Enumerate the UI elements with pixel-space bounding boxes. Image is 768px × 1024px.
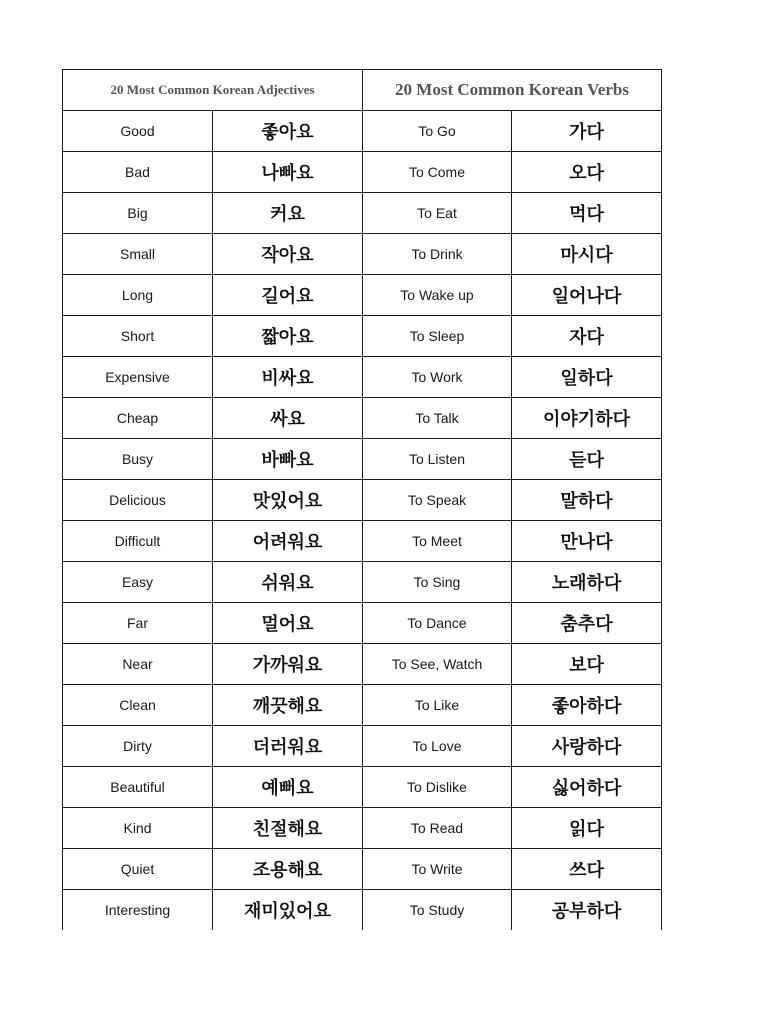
adjective-english-cell: Good <box>63 111 213 152</box>
adjective-korean-cell: 조용해요 <box>213 849 363 890</box>
verb-english-cell: To Wake up <box>363 275 512 316</box>
verb-korean-cell: 먹다 <box>512 193 662 234</box>
table-row <box>63 275 662 316</box>
adjective-korean-cell: 바빠요 <box>213 439 363 480</box>
adjective-korean-cell: 멀어요 <box>213 603 363 644</box>
verb-korean-cell: 일어나다 <box>512 275 662 316</box>
verb-english-cell: To Work <box>363 357 512 398</box>
table-row <box>63 316 662 357</box>
adjective-english-cell: Difficult <box>63 521 213 562</box>
verbs-header: 20 Most Common Korean Verbs <box>363 70 662 111</box>
adjective-english-cell: Near <box>63 644 213 685</box>
verb-korean-cell: 사랑하다 <box>512 726 662 767</box>
table-row <box>63 644 662 685</box>
verb-korean-cell: 가다 <box>512 111 662 152</box>
adjective-korean-cell: 어려워요 <box>213 521 363 562</box>
adjective-korean-cell: 커요 <box>213 193 363 234</box>
verb-korean-cell: 읽다 <box>512 808 662 849</box>
verb-english-cell: To Read <box>363 808 512 849</box>
adjective-english-cell: Clean <box>63 685 213 726</box>
table-row <box>63 890 662 931</box>
adjective-korean-cell: 비싸요 <box>213 357 363 398</box>
adjective-english-cell: Long <box>63 275 213 316</box>
verb-english-cell: To Meet <box>363 521 512 562</box>
verb-english-cell: To Sing <box>363 562 512 603</box>
adjective-korean-cell: 짧아요 <box>213 316 363 357</box>
adjective-english-cell: Easy <box>63 562 213 603</box>
adjective-korean-cell: 친절해요 <box>213 808 363 849</box>
verb-korean-cell: 노래하다 <box>512 562 662 603</box>
adjective-english-cell: Quiet <box>63 849 213 890</box>
verb-korean-cell: 싫어하다 <box>512 767 662 808</box>
verb-english-cell: To Go <box>363 111 512 152</box>
table-row <box>63 111 662 152</box>
verb-korean-cell: 듣다 <box>512 439 662 480</box>
table-row <box>63 152 662 193</box>
table-row <box>63 767 662 808</box>
adjective-korean-cell: 좋아요 <box>213 111 363 152</box>
verb-english-cell: To Sleep <box>363 316 512 357</box>
table-row <box>63 234 662 275</box>
adjective-korean-cell: 맛있어요 <box>213 480 363 521</box>
verb-korean-cell: 쓰다 <box>512 849 662 890</box>
verb-english-cell: To Listen <box>363 439 512 480</box>
adjective-english-cell: Bad <box>63 152 213 193</box>
adjectives-header: 20 Most Common Korean Adjectives <box>63 70 363 111</box>
adjective-korean-cell: 더러워요 <box>213 726 363 767</box>
verb-english-cell: To Drink <box>363 234 512 275</box>
verb-english-cell: To Speak <box>363 480 512 521</box>
verb-korean-cell: 일하다 <box>512 357 662 398</box>
adjective-english-cell: Short <box>63 316 213 357</box>
verb-english-cell: To Come <box>363 152 512 193</box>
verb-english-cell: To See, Watch <box>363 644 512 685</box>
vocabulary-body <box>63 111 662 931</box>
adjective-english-cell: Far <box>63 603 213 644</box>
adjective-english-cell: Beautiful <box>63 767 213 808</box>
verb-english-cell: To Dislike <box>363 767 512 808</box>
verb-korean-cell: 좋아하다 <box>512 685 662 726</box>
verb-korean-cell: 자다 <box>512 316 662 357</box>
verb-korean-cell: 마시다 <box>512 234 662 275</box>
table-header-row <box>63 70 662 111</box>
verb-english-cell: To Dance <box>363 603 512 644</box>
verb-korean-cell: 오다 <box>512 152 662 193</box>
verb-korean-cell: 춤추다 <box>512 603 662 644</box>
verb-korean-cell: 말하다 <box>512 480 662 521</box>
adjective-korean-cell: 나빠요 <box>213 152 363 193</box>
verb-korean-cell: 이야기하다 <box>512 398 662 439</box>
adjective-english-cell: Delicious <box>63 480 213 521</box>
adjective-english-cell: Dirty <box>63 726 213 767</box>
adjective-english-cell: Busy <box>63 439 213 480</box>
verb-korean-cell: 보다 <box>512 644 662 685</box>
adjective-korean-cell: 쉬워요 <box>213 562 363 603</box>
adjective-korean-cell: 싸요 <box>213 398 363 439</box>
table-row <box>63 562 662 603</box>
adjective-korean-cell: 깨끗해요 <box>213 685 363 726</box>
verb-english-cell: To Like <box>363 685 512 726</box>
adjective-korean-cell: 재미있어요 <box>213 890 363 931</box>
table-row <box>63 193 662 234</box>
adjective-english-cell: Small <box>63 234 213 275</box>
verb-english-cell: To Eat <box>363 193 512 234</box>
verb-english-cell: To Study <box>363 890 512 931</box>
verb-korean-cell: 공부하다 <box>512 890 662 931</box>
table-row <box>63 521 662 562</box>
verb-english-cell: To Write <box>363 849 512 890</box>
adjective-korean-cell: 가까워요 <box>213 644 363 685</box>
adjective-english-cell: Interesting <box>63 890 213 931</box>
verb-korean-cell: 만나다 <box>512 521 662 562</box>
adjective-korean-cell: 작아요 <box>213 234 363 275</box>
verb-english-cell: To Love <box>363 726 512 767</box>
table-row <box>63 685 662 726</box>
adjective-korean-cell: 예뻐요 <box>213 767 363 808</box>
table-row <box>63 480 662 521</box>
adjective-english-cell: Cheap <box>63 398 213 439</box>
table-row <box>63 398 662 439</box>
table-row <box>63 357 662 398</box>
verb-english-cell: To Talk <box>363 398 512 439</box>
table-row <box>63 726 662 767</box>
table-row <box>63 603 662 644</box>
table-row <box>63 849 662 890</box>
adjective-korean-cell: 길어요 <box>213 275 363 316</box>
adjective-english-cell: Expensive <box>63 357 213 398</box>
table-row <box>63 439 662 480</box>
adjective-english-cell: Kind <box>63 808 213 849</box>
adjective-english-cell: Big <box>63 193 213 234</box>
table-row <box>63 808 662 849</box>
vocabulary-table <box>62 69 662 930</box>
